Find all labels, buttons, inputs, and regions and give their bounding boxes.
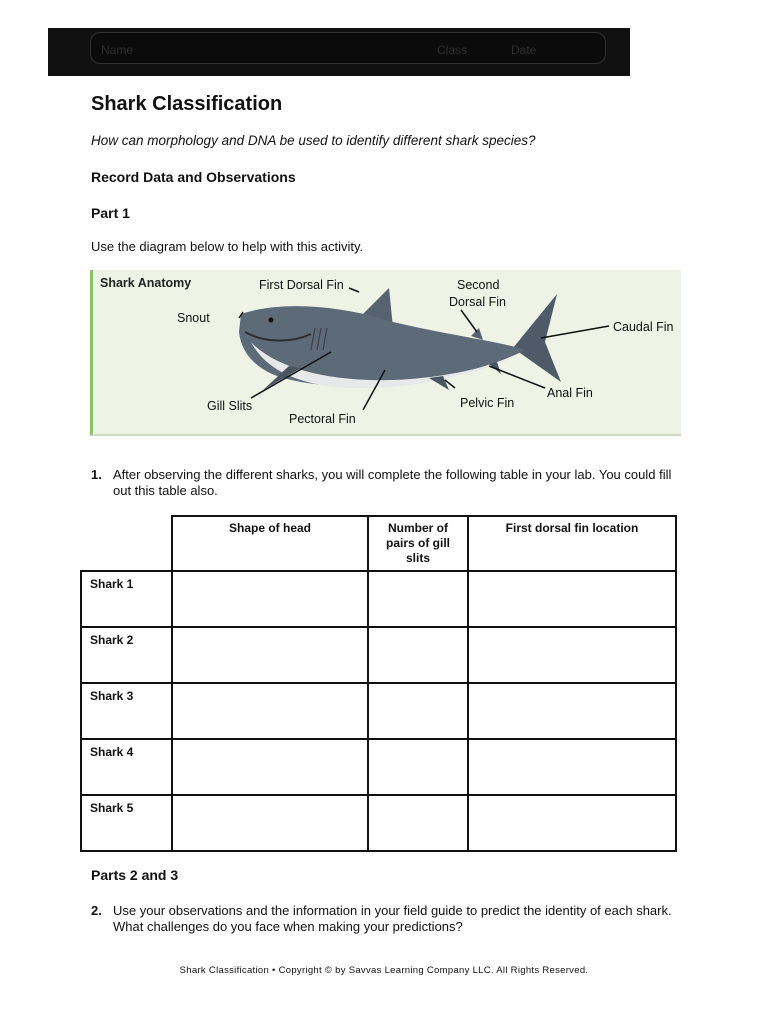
page-title: Shark Classification [91, 93, 283, 115]
cell-shark4-gills[interactable] [368, 739, 468, 795]
diagram-title: Shark Anatomy [100, 276, 192, 290]
part1-heading: Part 1 [91, 205, 130, 221]
cell-shark1-gills[interactable] [368, 571, 468, 627]
row-header-shark-1: Shark 1 [81, 571, 172, 627]
cell-shark2-dorsal[interactable] [468, 627, 676, 683]
header-bar [48, 28, 630, 76]
cell-shark3-shape[interactable] [172, 683, 368, 739]
label-second-dorsal-fin-line2: Dorsal Fin [449, 295, 506, 309]
table-corner [81, 516, 172, 571]
column-header-gill-slits: Number of pairs of gill slits [368, 516, 468, 571]
cell-shark2-gills[interactable] [368, 627, 468, 683]
cell-shark5-gills[interactable] [368, 795, 468, 851]
question2-text: Use your observations and the information in your field guide to predict the identity of each shark. What challenges do you face when making your predictions? [113, 903, 672, 934]
observation-table [80, 515, 677, 852]
row-header-shark-2: Shark 2 [81, 627, 172, 683]
cell-shark4-dorsal[interactable] [468, 739, 676, 795]
parts23-heading: Parts 2 and 3 [91, 867, 179, 883]
footer-copyright: Shark Classification • Copyright © by Savvas Learning Company LLC. All Rights Reserved. [179, 965, 589, 976]
table-row [81, 627, 676, 683]
label-anal-fin: Anal Fin [547, 386, 593, 400]
cell-shark1-shape[interactable] [172, 571, 368, 627]
table-row [81, 739, 676, 795]
question1-number: 1. [91, 467, 102, 482]
cell-shark3-gills[interactable] [368, 683, 468, 739]
row-header-shark-4: Shark 4 [81, 739, 172, 795]
cell-shark1-dorsal[interactable] [468, 571, 676, 627]
column-header-dorsal-fin-location: First dorsal fin location [468, 516, 676, 571]
label-gill-slits: Gill Slits [207, 399, 253, 413]
cell-shark3-dorsal[interactable] [468, 683, 676, 739]
name-label: Name [101, 43, 134, 57]
label-caudal-fin: Caudal Fin [613, 320, 674, 334]
shark-anatomy-diagram [90, 270, 681, 436]
section-heading: Record Data and Observations [91, 169, 296, 185]
label-pectoral-fin: Pectoral Fin [289, 412, 356, 426]
table-row [81, 571, 676, 627]
table-row [81, 683, 676, 739]
label-pelvic-fin: Pelvic Fin [460, 396, 515, 410]
row-header-shark-3: Shark 3 [81, 683, 172, 739]
cell-shark5-shape[interactable] [172, 795, 368, 851]
table-row [81, 795, 676, 851]
question1-text: After observing the different sharks, you will complete the following table in your lab. You could fill out this table also. [113, 467, 672, 498]
cell-shark2-shape[interactable] [172, 627, 368, 683]
date-label: Date [511, 43, 537, 57]
row-header-shark-5: Shark 5 [81, 795, 172, 851]
class-label: Class [437, 43, 468, 57]
label-first-dorsal-fin: First Dorsal Fin [259, 278, 344, 292]
label-second-dorsal-fin-line1: Second [457, 278, 500, 292]
question2-number: 2. [91, 903, 102, 918]
cell-shark5-dorsal[interactable] [468, 795, 676, 851]
shark-illustration [93, 270, 681, 434]
cell-shark4-shape[interactable] [172, 739, 368, 795]
guiding-question: How can morphology and DNA be used to identify different shark species? [91, 133, 536, 148]
part1-instruction: Use the diagram below to help with this activity. [91, 239, 364, 254]
name-class-date-box [90, 32, 606, 64]
column-header-shape-of-head: Shape of head [172, 516, 368, 571]
label-snout: Snout [177, 311, 210, 325]
